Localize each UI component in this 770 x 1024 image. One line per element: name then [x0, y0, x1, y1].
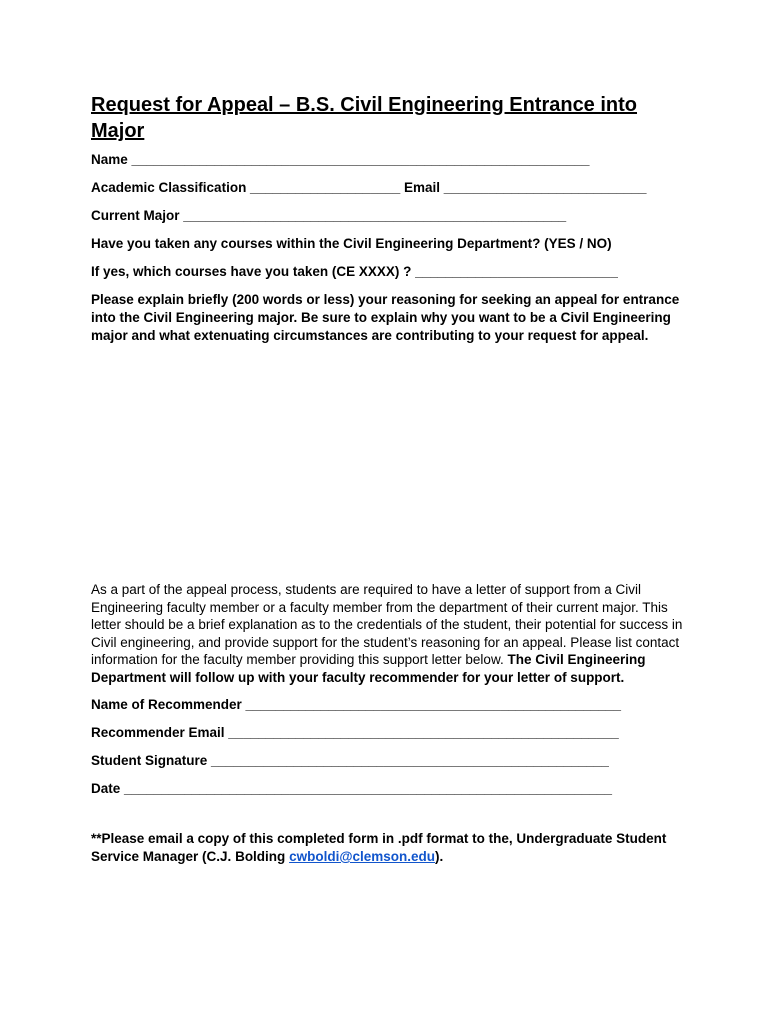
email-field[interactable]: Email ___________________________ [404, 180, 647, 195]
recommender-email-field[interactable]: Recommender Email ____________________________________________________ [91, 725, 619, 740]
submission-instructions-text: **Please email a copy of this completed form in .pdf format to the, Undergraduate Student Service Manager (C.J. Bolding [91, 831, 667, 864]
contact-email-link[interactable]: cwboldi@clemson.edu [289, 849, 436, 864]
current-major-field[interactable]: Current Major ___________________________________________________ [91, 208, 567, 223]
submission-closing: ). [435, 849, 444, 864]
which-courses-field[interactable]: If yes, which courses have you taken (CE XXXX) ? ___________________________ [91, 264, 618, 279]
recommender-name-field[interactable]: Name of Recommender __________________________________________________ [91, 697, 621, 712]
classification-email-row [91, 179, 691, 197]
student-signature-field[interactable]: Student Signature _____________________________________________________ [91, 753, 609, 768]
reasoning-prompt: Please explain briefly (200 words or less) your reasoning for seeking an appeal for entrance into the Civil Engineering major. Be sure to explain why you want to be a Civil Engineering major and what extenuating circumstances are contributing to your request for appeal. [91, 292, 680, 343]
support-letter-followup-note: The Civil Engineering Department will follow up with your faculty recommender for your letter of support. [91, 652, 646, 685]
name-field[interactable]: Name _____________________________________________________________ [91, 152, 590, 167]
reasoning-response-area[interactable] [91, 345, 691, 581]
academic-classification-field[interactable]: Academic Classification ____________________ [91, 180, 401, 195]
support-letter-paragraph [91, 581, 691, 686]
submission-instructions [91, 830, 691, 866]
support-letter-text: As a part of the appeal process, students are required to have a letter of support from a Civil Engineering faculty member or a faculty member from the department of their current major. This letter should be a brief explanation as to the credentials of the student, their potential for success in Civil engineering, and provide support for the student’s reasoning for an appeal. Please list contact information for the faculty member providing this support letter below. [91, 582, 683, 667]
date-field[interactable]: Date _________________________________________________________________ [91, 781, 613, 796]
courses-taken-question[interactable]: Have you taken any courses within the Civil Engineering Department? (YES / NO) [91, 236, 612, 251]
page-title: Request for Appeal – B.S. Civil Engineering Entrance into Major [91, 94, 638, 142]
appeal-form-page [91, 92, 691, 866]
